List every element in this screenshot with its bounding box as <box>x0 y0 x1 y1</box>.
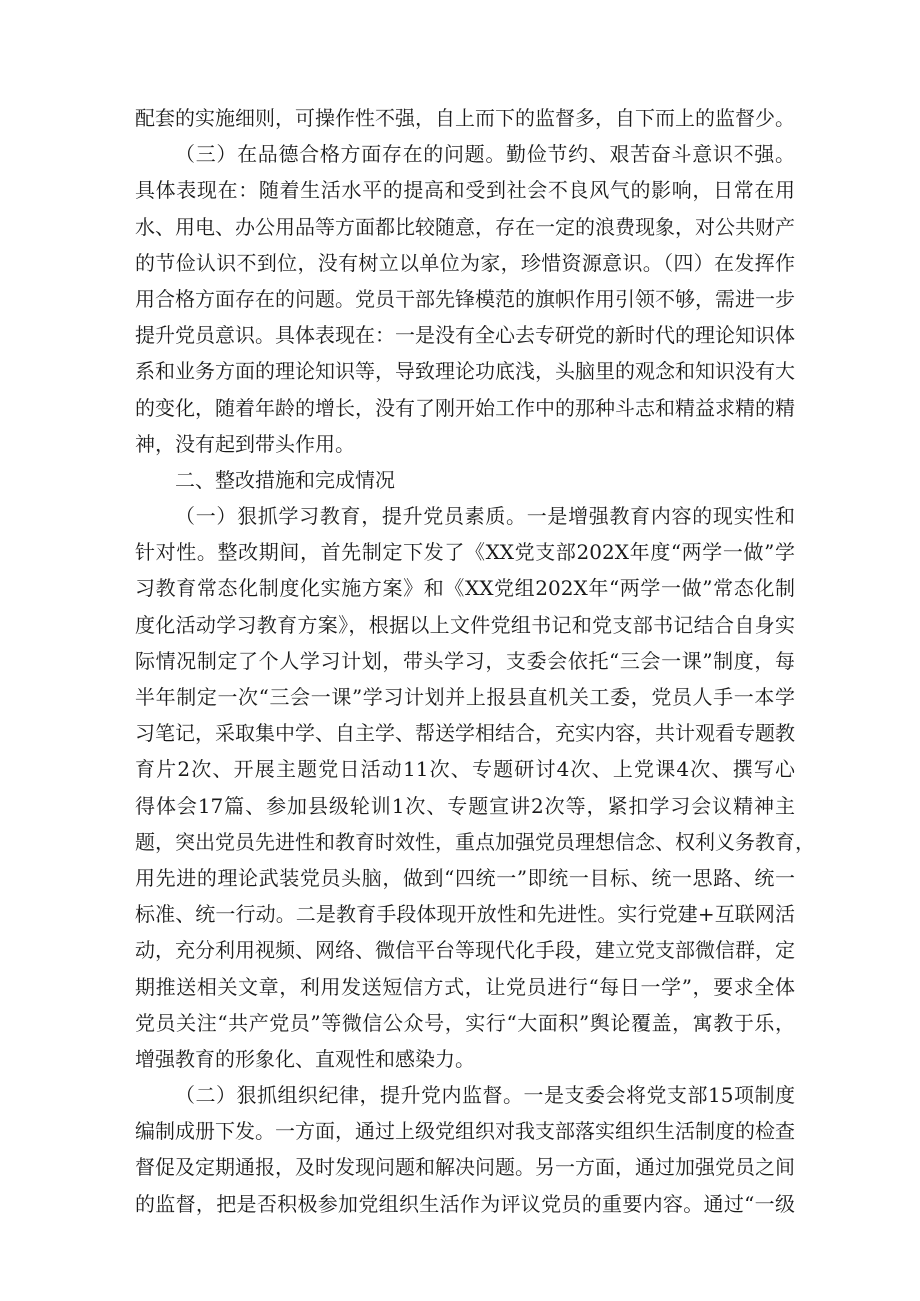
text-line: 标准、统一行动。二是教育手段体现开放性和先进性。实行党建+互联网活 <box>135 902 795 927</box>
text-line: （三）在品德合格方面存在的问题。勤俭节约、艰苦奋斗意识不强。 <box>175 142 795 167</box>
text-line: 度化活动学习教育方案》，根据以上文件党组书记和党支部书记结合自身实 <box>135 612 795 637</box>
text-line: （二）狠抓组织纪律，提升党内监督。一是支委会将党支部15项制度 <box>175 1083 795 1108</box>
text-line: 用先进的理论武装党员头脑，做到“四统一”即统一目标、统一思路、统一 <box>135 865 795 890</box>
text-line: 针对性。整改期间，首先制定下发了《XX党支部202X年度“两学一做”学 <box>135 540 795 565</box>
text-line: 党员关注“共产党员”等微信公众号，实行“大面积”舆论覆盖，寓教于乐， <box>135 1010 795 1035</box>
text-line: （一）狠抓学习教育，提升党员素质。一是增强教育内容的现实性和 <box>175 504 795 529</box>
text-line: 督促及定期通报，及时发现问题和解决问题。另一方面，通过加强党员之间 <box>135 1155 795 1180</box>
text-line: 的节俭认识不到位，没有树立以单位为家，珍惜资源意识。（四）在发挥作 <box>135 250 795 275</box>
text-line: 育片2次、开展主题党日活动11次、专题研讨4次、上党课4次、撰写心 <box>135 757 795 782</box>
text-line: 的监督，把是否积极参加党组织生活作为评议党员的重要内容。通过“一级 <box>135 1191 795 1216</box>
text-line: 际情况制定了个人学习计划，带头学习，支委会依托“三会一课”制度，每 <box>135 648 795 673</box>
text-line: 具体表现在：随着生活水平的提高和受到社会不良风气的影响，日常在用 <box>135 178 795 203</box>
text-line: 半年制定一次“三会一课”学习计划并上报县直机关工委，党员人手一本学 <box>135 685 795 709</box>
text-line: 得体会17篇、参加县级轮训1次、专题宣讲2次等，紧扣学习会议精神主 <box>135 793 795 818</box>
text-line: 配套的实施细则，可操作性不强，自上而下的监督多，自下而上的监督少。 <box>135 106 795 130</box>
text-line: 系和业务方面的理论知识等，导致理论功底浅，头脑里的观念和知识没有大 <box>135 359 795 384</box>
text-line: 神，没有起到带头作用。 <box>135 431 355 456</box>
text-line: 二、整改措施和完成情况 <box>175 467 395 492</box>
document-page <box>135 100 815 1222</box>
text-line: 水、用电、办公用品等方面都比较随意，存在一定的浪费现象，对公共财产 <box>135 214 795 239</box>
text-line: 题，突出党员先进性和教育时效性，重点加强党员理想信念、权利义务教育， <box>135 829 815 854</box>
text-line: 习笔记，采取集中学、自主学、帮送学相结合，充实内容，共计观看专题教 <box>135 721 795 746</box>
text-line: 期推送相关文章，利用发送短信方式，让党员进行“每日一学”，要求全体 <box>135 974 795 999</box>
text-line: 用合格方面存在的问题。党员干部先锋模范的旗帜作用引领不够，需进一步 <box>135 286 795 311</box>
text-line: 提升党员意识。具体表现在：一是没有全心去专研党的新时代的理论知识体 <box>135 323 795 348</box>
text-line: 动，充分利用视频、网络、微信平台等现代化手段，建立党支部微信群，定 <box>135 938 795 963</box>
text-line: 习教育常态化制度化实施方案》和《XX党组202X年“两学一做”常态化制 <box>135 576 795 601</box>
text-line: 增强教育的形象化、直观性和感染力。 <box>135 1046 475 1071</box>
text-line: 的变化，随着年龄的增长，没有了刚开始工作中的那种斗志和精益求精的精 <box>135 395 795 420</box>
text-line: 编制成册下发。一方面，通过上级党组织对我支部落实组织生活制度的检查 <box>135 1119 795 1144</box>
